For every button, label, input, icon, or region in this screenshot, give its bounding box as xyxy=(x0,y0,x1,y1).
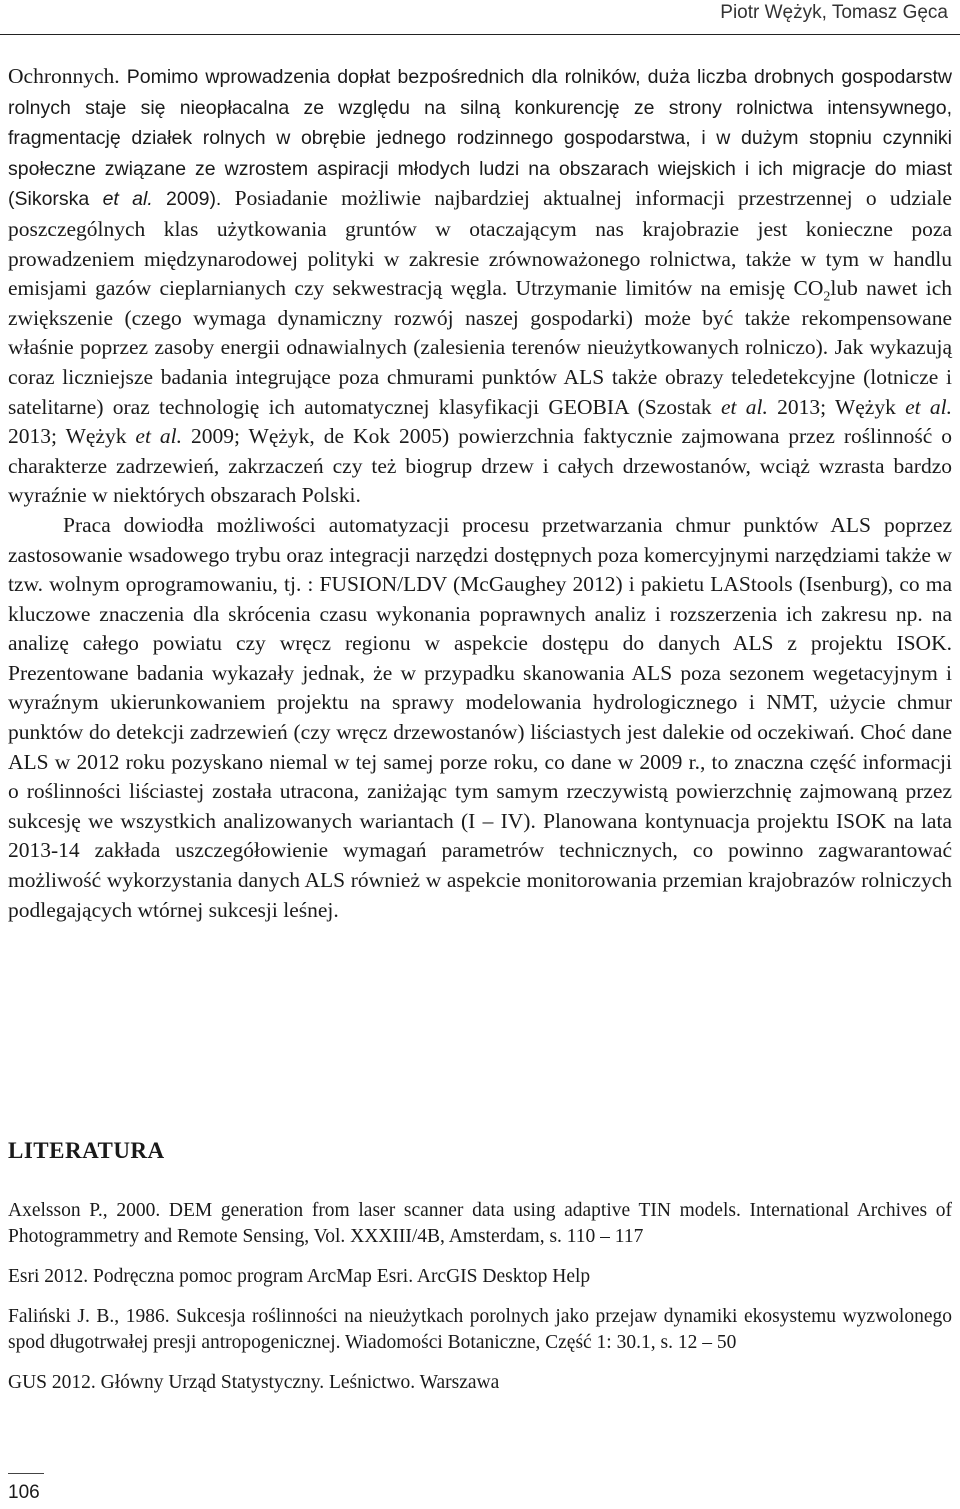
text-segment: 2013; Wężyk xyxy=(767,394,906,419)
text-segment-sans: Pomimo wprowadzenia dopłat bezpośrednich dla rolników, duża liczba drobnych gospodarstw rolnych staje się nieopłacalna ze względu na silną konkurencję ze strony rolnictwa intensywnego, fragmentację działek rolnych w obrębie jednego rodzinnego gospodarstwa, i w dużym stopniu czynniki społeczne związane ze wzrostem aspiracji młodych ludzi na obszarach wiejskich i ich migracje do miast (Sikorska xyxy=(8,66,952,211)
page-number: 106 xyxy=(8,1482,40,1503)
italic-et-al: et al. xyxy=(905,394,952,419)
text-segment: 2013; Wężyk xyxy=(8,424,136,449)
italic-et-al: et al. xyxy=(102,188,153,211)
text-segment: Ochronnych. xyxy=(8,64,127,88)
paragraph-2: Praca dowiodła możliwości automatyzacji procesu przetwarzania chmur punktów ALS poprzez zastosowanie wsadowego trybu oraz integracji narzędzi dostępnych poza komercyjnymi narzędziami także w tzw. wolnym oprogramowaniu, tj. : FUSION/LDV (McGaughey 2012) i pakietu LAStools (Isenburg), co ma kluczowe znaczenia dla skrócenia czasu wykonania poprawnych analiz i rozszerzenia ich zakresu np. na analizę całego powiatu czy wręcz regionu w aspekcie dostępu do danych ALS z projektu ISOK. Prezentowane badania wykazały jednak, że w przypadku skanowania ALS poza sezonem wegetacyjnym i wyraźnym ukierunkowaniem projektu na sprawy modelowania hydrologicznego i NMT, użycie chmur punktów do detekcji zadrzewień (czy wręcz drzewostanów) liściastych jest dalekie od oczekiwań. Choć dane ALS w 2012 roku pozyskano niemal w tej samej porze roku, co dane w 2009 r., to znaczna część informacji o roślinności liściastej została utracona, zaniżając tym samym rzeczywistą powierzchnię zajmowaną przez sukcesję we wszystkich analizowanych wariantach (I – IV). Planowana kontynuacja projektu ISOK na lata 2013-14 zakłada uszczegółowienie wymagań parametrów technicznych, co powinno zagwarantować możliwość wykorzystania danych ALS również w aspekcie monitorowania przemian krajobrazów rolniczych podlegających wtórnej sukcesji leśnej. xyxy=(8,512,952,922)
subscript: 2 xyxy=(823,289,831,305)
reference-item: GUS 2012. Główny Urząd Statystyczny. Leśnictwo. Warszawa xyxy=(8,1372,500,1393)
reference-item: Axelsson P., 2000. DEM generation from laser scanner data using adaptive TIN models. International Archives of Photogrammetry and Remote Sensing, Vol. XXXIII/4B, Amsterdam, s. 110 – 117 xyxy=(8,1200,952,1247)
reference-list xyxy=(8,1198,952,1410)
running-head-authors: Piotr Wężyk, Tomasz Gęca xyxy=(720,2,948,23)
paragraph-1 xyxy=(8,62,952,511)
literature-heading: LITERATURA xyxy=(8,1138,165,1163)
body-text xyxy=(8,62,952,925)
header-divider xyxy=(0,34,960,35)
italic-et-al: et al. xyxy=(720,394,768,419)
reference-item: Faliński J. B., 1986. Sukcesja roślinności na nieużytkach porolnych jako przejaw dynamiki ekosystemu wyzwolonego spod długotrwałej presji antropogenicznej. Wiadomości Botaniczne, Część 1: 30.1, s. 12 – 50 xyxy=(8,1306,952,1353)
footer-divider xyxy=(8,1473,44,1474)
italic-et-al: et al. xyxy=(135,424,183,449)
text-segment: lub nawet ich zwiększenie (czego wymaga dynamiczny rozwój naszej gospodarki) może być także rekompensowane właśnie poprzez zasoby energii odnawialnych (zalesienia terenów nieużytkowanych rolniczo). Jak wykazują coraz liczniejsze badania integrujące poza chmurami punktów ALS także obrazy teledetekcyjne (lotnicze i satelitarne) oraz technologię ich automatycznej klasyfikacji GEOBIA (Szostak xyxy=(8,276,953,419)
text-segment-sans: 2009). xyxy=(152,188,235,211)
reference-item: Esri 2012. Podręczna pomoc program ArcMap Esri. ArcGIS Desktop Help xyxy=(8,1266,591,1287)
text-segment: Posiadanie możliwie najbardziej aktualnej informacji przestrzennej o udziale poszczególnych klas użytkowania gruntów w otaczającym nas krajobrazie jest konieczne poza prowadzeniem międzynarodowej polityki w zakresie zrównoważonego rolnictwa, także w tym w handlu emisjami gazów cieplarnianych czy sekwestracją węgla. Utrzymanie limitów na emisję CO xyxy=(8,186,952,301)
text-segment: 2009; Wężyk, de Kok 2005) powierzchnia faktycznie zajmowana przez roślinność o charakterze zadrzewień, zakrzaczeń czy też biogrup drzew i całych drzewostanów, wciąż wzrasta bardzo wyraźnie w niektórych obszarach Polski. xyxy=(8,424,952,508)
